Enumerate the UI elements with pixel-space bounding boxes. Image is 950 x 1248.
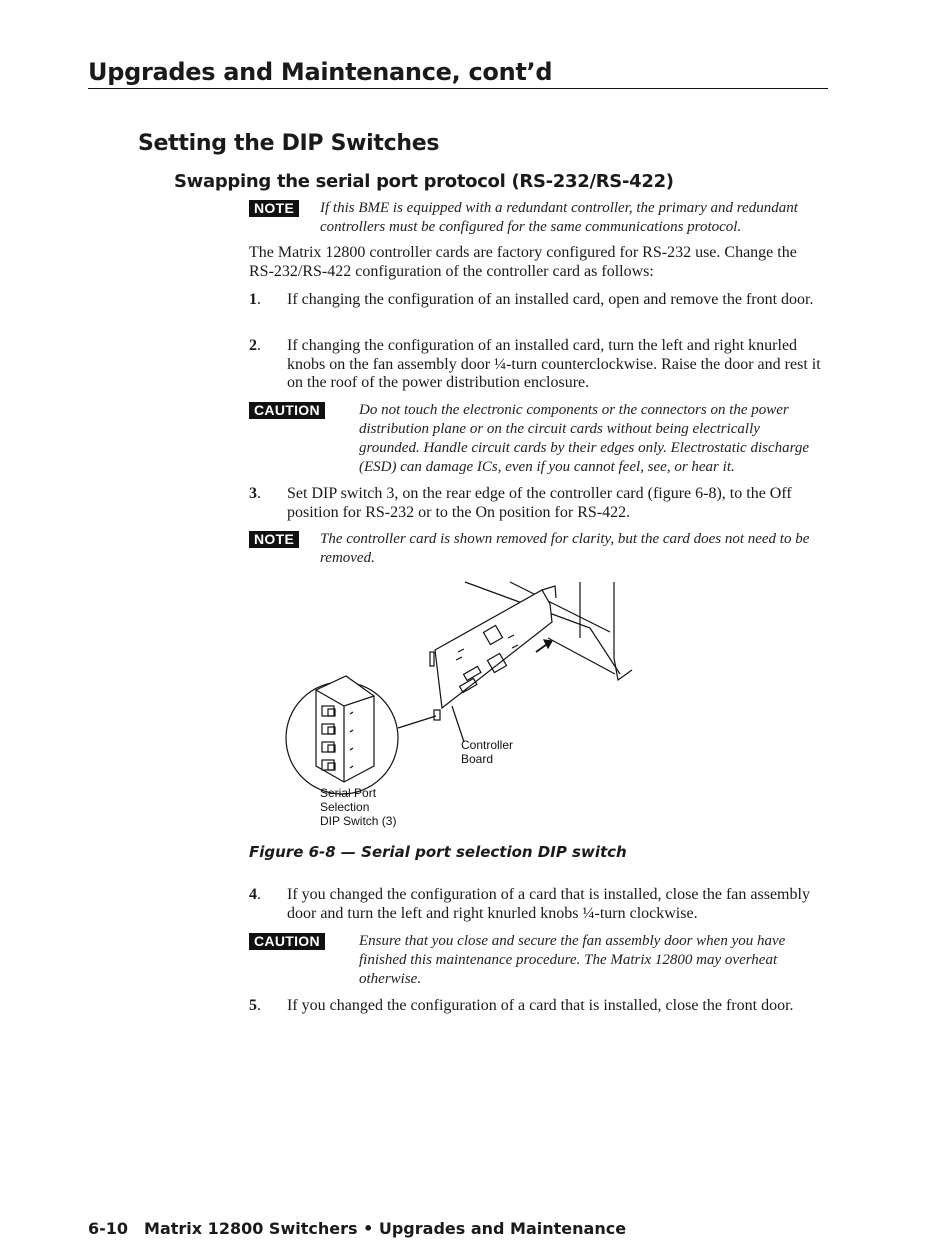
controller-board-label: Controller Board: [461, 738, 514, 766]
page-footer: [88, 1219, 626, 1238]
running-header: Upgrades and Maintenance, cont’d: [88, 58, 828, 89]
caution-text: Ensure that you close and secure the fan assembly door when you have finished this maintenance procedure. The Matrix 12800 may overheat otherwise.: [359, 933, 786, 987]
section-title: Setting the DIP Switches: [138, 131, 440, 156]
footer-title: Matrix 12800 Switchers • Upgrades and Maintenance: [144, 1219, 627, 1238]
step-text: If you changed the configuration of a card that is installed, close the fan assembly door and turn the left and right knurled knobs ¼-turn clockwise.: [287, 886, 810, 922]
step-text: If you changed the configuration of a card that is installed, close the front door.: [287, 997, 794, 1014]
step-number: 4.: [249, 886, 261, 903]
step-text: If changing the configuration of an installed card, turn the left and right knurled knobs on the fan assembly door ¼-turn counterclockwise. Raise the door and rest it on the roof of the power distribution enclosure.: [287, 337, 821, 391]
figure-caption: Figure 6-8 — Serial port selection DIP switch: [249, 843, 627, 861]
dip-switch-figure: [280, 578, 650, 834]
step-number: 5.: [249, 997, 261, 1014]
caution-label: CAUTION: [249, 402, 325, 419]
intro-paragraph: The Matrix 12800 controller cards are factory configured for RS-232 use. Change the RS-232/RS-422 configuration of the controller card as follows:: [249, 244, 797, 280]
step-number: 1.: [249, 291, 261, 308]
page-number: 6-10: [88, 1219, 129, 1238]
step-number: 2.: [249, 337, 261, 354]
dip-switch-label: Serial Port Selection DIP Switch (3): [320, 786, 397, 828]
note-label: NOTE: [249, 531, 299, 548]
note-text: If this BME is equipped with a redundant controller, the primary and redundant controllers must be configured for the same communications protocol.: [320, 200, 798, 235]
caution-label: CAUTION: [249, 933, 325, 950]
note-label: NOTE: [249, 200, 299, 217]
caution-text: Do not touch the electronic components or the connectors on the power distribution plane or on the circuit cards without being electrically grounded. Handle circuit cards by their edges only. Electrostatic discharge (ESD) can damage ICs, even if you cannot feel, see, or hear it.: [359, 402, 810, 475]
step-text: Set DIP switch 3, on the rear edge of the controller card (figure 6-8), to the Off position for RS-232 or to the On position for RS-422.: [287, 485, 792, 521]
step-number: 3.: [249, 485, 261, 502]
step-text: If changing the configuration of an installed card, open and remove the front door.: [287, 291, 814, 308]
section-subtitle: Swapping the serial port protocol (RS-232/RS-422): [174, 171, 674, 192]
note-text: The controller card is shown removed for clarity, but the card does not need to be removed.: [320, 531, 810, 566]
